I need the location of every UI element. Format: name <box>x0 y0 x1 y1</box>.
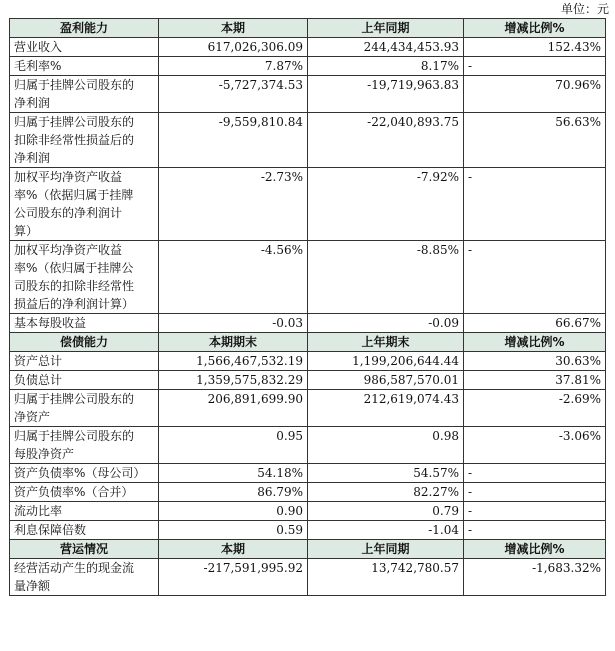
current-value-cell: 54.18% <box>159 464 308 483</box>
row-label <box>10 483 159 502</box>
change-percent-cell: -3.06% <box>464 427 606 464</box>
row-label <box>10 314 159 333</box>
previous-value-cell: -7.92% <box>308 168 464 241</box>
change-percent-cell: 66.67% <box>464 314 606 333</box>
row-label-line: 资产负债率%（合并） <box>14 485 134 499</box>
previous-value-cell: 986,587,570.01 <box>308 371 464 390</box>
financial-indicators-table <box>9 18 606 596</box>
table-row <box>10 427 606 464</box>
row-label-line: 营业收入 <box>14 40 63 54</box>
row-label <box>10 559 159 596</box>
row-label-line: 归属于挂牌公司股东的 <box>14 78 135 92</box>
row-label-line: 算） <box>14 224 39 238</box>
column-header: 上年同期 <box>308 19 464 38</box>
current-value-cell: 7.87% <box>159 57 308 76</box>
row-label <box>10 390 159 427</box>
previous-value-cell: 244,434,453.93 <box>308 38 464 57</box>
previous-value-cell: 82.27% <box>308 483 464 502</box>
change-percent-cell: -1,683.32% <box>464 559 606 596</box>
change-percent-cell: - <box>464 464 606 483</box>
row-label <box>10 521 159 540</box>
table-row <box>10 521 606 540</box>
table-row <box>10 352 606 371</box>
row-label-line: 归属于挂牌公司股东的 <box>14 392 135 406</box>
row-label <box>10 38 159 57</box>
row-label <box>10 502 159 521</box>
current-value-cell: -5,727,374.53 <box>159 76 308 113</box>
column-header: 增减比例% <box>464 540 606 559</box>
change-percent-cell: - <box>464 168 606 241</box>
column-header: 上年期末 <box>308 333 464 352</box>
section-header-row <box>10 333 606 352</box>
row-label-line: 利息保障倍数 <box>14 523 87 537</box>
current-value-cell: 1,566,467,532.19 <box>159 352 308 371</box>
change-percent-cell: - <box>464 483 606 502</box>
row-label-line: 损益后的净利润计算） <box>14 297 135 311</box>
row-label-line: 加权平均净资产收益 <box>14 243 123 257</box>
change-percent-cell: 30.63% <box>464 352 606 371</box>
row-label <box>10 168 159 241</box>
previous-value-cell: 0.98 <box>308 427 464 464</box>
table-row <box>10 168 606 241</box>
section-header-row <box>10 19 606 38</box>
row-label-line: 量净额 <box>14 579 51 593</box>
current-value-cell: -9,559,810.84 <box>159 113 308 168</box>
current-value-cell: 0.90 <box>159 502 308 521</box>
current-value-cell: 0.95 <box>159 427 308 464</box>
row-label-line: 加权平均净资产收益 <box>14 170 123 184</box>
row-label <box>10 76 159 113</box>
row-label-line: 归属于挂牌公司股东的 <box>14 115 135 129</box>
column-header: 上年同期 <box>308 540 464 559</box>
previous-value-cell: 212,619,074.43 <box>308 390 464 427</box>
row-label-line: 毛利率% <box>14 59 62 73</box>
current-value-cell: 0.59 <box>159 521 308 540</box>
row-label <box>10 371 159 390</box>
table-row <box>10 502 606 521</box>
table-row <box>10 371 606 390</box>
unit-label: 单位：元 <box>560 2 609 16</box>
row-label-line: 公司股东的净利润计 <box>14 206 123 220</box>
column-header: 盈利能力 <box>10 19 159 38</box>
table-row <box>10 38 606 57</box>
column-header: 营运情况 <box>10 540 159 559</box>
row-label-line: 率%（依据归属于挂牌 <box>14 188 134 202</box>
section-header-row <box>10 540 606 559</box>
row-label-line: 净利润 <box>14 151 51 165</box>
table-row <box>10 559 606 596</box>
table-row <box>10 76 606 113</box>
row-label-line: 率%（依归属于挂牌公 <box>14 261 134 275</box>
previous-value-cell: 1,199,206,644.44 <box>308 352 464 371</box>
row-label-line: 负债总计 <box>14 373 63 387</box>
change-percent-cell: - <box>464 241 606 314</box>
current-value-cell: -217,591,995.92 <box>159 559 308 596</box>
row-label-line: 扣除非经常性损益后的 <box>14 133 135 147</box>
row-label-line: 资产负债率%（母公司） <box>14 466 146 480</box>
change-percent-cell: 70.96% <box>464 76 606 113</box>
column-header: 增减比例% <box>464 333 606 352</box>
previous-value-cell: 0.79 <box>308 502 464 521</box>
row-label <box>10 352 159 371</box>
column-header: 本期期末 <box>159 333 308 352</box>
table-row <box>10 390 606 427</box>
table-row <box>10 483 606 502</box>
column-header: 偿债能力 <box>10 333 159 352</box>
row-label-line: 流动比率 <box>14 504 63 518</box>
previous-value-cell: 8.17% <box>308 57 464 76</box>
table-row <box>10 464 606 483</box>
current-value-cell: -4.56% <box>159 241 308 314</box>
change-percent-cell: 37.81% <box>464 371 606 390</box>
change-percent-cell: 152.43% <box>464 38 606 57</box>
column-header: 本期 <box>159 540 308 559</box>
previous-value-cell: -8.85% <box>308 241 464 314</box>
row-label <box>10 241 159 314</box>
table-row <box>10 241 606 314</box>
column-header: 本期 <box>159 19 308 38</box>
column-header: 增减比例% <box>464 19 606 38</box>
row-label-line: 净资产 <box>14 410 51 424</box>
previous-value-cell: -19,719,963.83 <box>308 76 464 113</box>
current-value-cell: -0.03 <box>159 314 308 333</box>
table-row <box>10 113 606 168</box>
row-label-line: 基本每股收益 <box>14 316 87 330</box>
previous-value-cell: -0.09 <box>308 314 464 333</box>
row-label <box>10 427 159 464</box>
row-label-line: 资产总计 <box>14 354 63 368</box>
row-label-line: 经营活动产生的现金流 <box>14 561 135 575</box>
row-label-line: 每股净资产 <box>14 447 75 461</box>
row-label <box>10 57 159 76</box>
row-label-line: 净利润 <box>14 96 51 110</box>
previous-value-cell: 54.57% <box>308 464 464 483</box>
table-row <box>10 57 606 76</box>
current-value-cell: -2.73% <box>159 168 308 241</box>
row-label <box>10 113 159 168</box>
previous-value-cell: -22,040,893.75 <box>308 113 464 168</box>
row-label <box>10 464 159 483</box>
current-value-cell: 617,026,306.09 <box>159 38 308 57</box>
table-row <box>10 314 606 333</box>
current-value-cell: 206,891,699.90 <box>159 390 308 427</box>
current-value-cell: 1,359,575,832.29 <box>159 371 308 390</box>
change-percent-cell: - <box>464 521 606 540</box>
change-percent-cell: 56.63% <box>464 113 606 168</box>
previous-value-cell: 13,742,780.57 <box>308 559 464 596</box>
previous-value-cell: -1.04 <box>308 521 464 540</box>
change-percent-cell: - <box>464 57 606 76</box>
current-value-cell: 86.79% <box>159 483 308 502</box>
change-percent-cell: -2.69% <box>464 390 606 427</box>
row-label-line: 司股东的扣除非经常性 <box>14 279 135 293</box>
row-label-line: 归属于挂牌公司股东的 <box>14 429 135 443</box>
change-percent-cell: - <box>464 502 606 521</box>
